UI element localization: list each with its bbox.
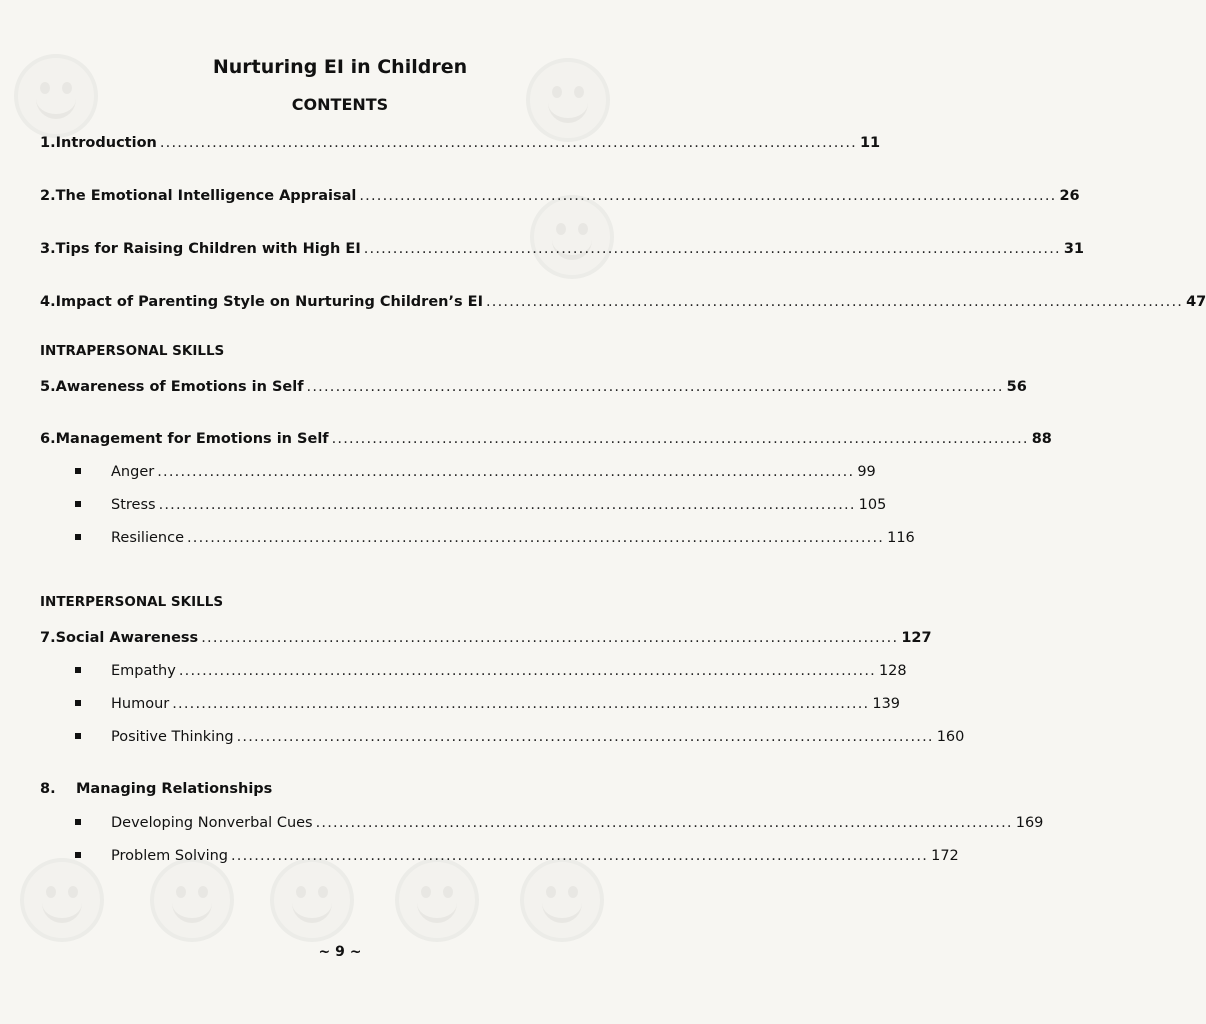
toc-subentry-page: 172 [931,848,959,864]
toc-entry-number: 5. [40,379,56,395]
toc-entry[interactable] [40,236,1085,258]
toc-entry-title: Awareness of Emotions in Self [55,379,304,395]
toc-entry[interactable] [40,289,1206,311]
toc-entry[interactable] [40,776,617,798]
toc-subentry-title: Resilience [111,530,184,546]
toc-entry[interactable] [40,183,1080,205]
toc-entry-title: Management for Emotions in Self [55,431,329,447]
toc-subentry-page: 105 [858,497,887,513]
toc-subentry[interactable] [111,810,1044,832]
smiley-watermark-icon [270,858,354,942]
toc-subentry-page: 128 [878,663,907,679]
dot-leader: ........................................................................................................................ [231,848,929,864]
toc-entry[interactable] [40,625,932,647]
toc-entry-page: 88 [1031,431,1052,447]
toc-subentry-title: Humour [111,696,170,712]
toc-subentry-page: 139 [872,696,901,712]
toc-entry-number: 2. [40,188,56,204]
toc-entry[interactable] [40,374,1027,396]
smiley-watermark-icon [395,858,479,942]
toc-subentry[interactable] [111,459,876,481]
contents-heading: CONTENTS [291,95,389,114]
dot-leader: ........................................................................................................................ [157,464,855,480]
bullet-icon [75,700,81,706]
bullet-icon [75,468,81,474]
toc-subentry-title: Stress [111,497,156,513]
toc-entry-title: Tips for Raising Children with High EI [55,241,361,257]
toc-subentry[interactable] [111,691,901,713]
dot-leader: ........................................................................................................................ [315,815,1013,831]
toc-subentry[interactable] [111,724,965,746]
dot-leader: ........................................................................................................................ [178,663,876,679]
toc-subentry-title: Empathy [111,663,176,679]
smiley-watermark-icon [150,858,234,942]
toc-entry-page: 11 [859,135,881,151]
bullet-icon [75,852,81,858]
smiley-watermark-icon [20,858,104,942]
dot-leader: ........................................................................................................................ [331,431,1029,447]
toc-entry-number: 3. [40,241,56,257]
toc-subentry-page: 169 [1015,815,1044,831]
toc-entry[interactable] [40,130,881,152]
toc-entry-title: Introduction [55,135,157,151]
toc-entry-number: 1. [40,135,56,151]
section-heading-intrapersonal: INTRAPERSONAL SKILLS [40,343,225,359]
toc-entry-title: Managing Relationships [76,781,273,797]
bullet-icon [75,667,81,673]
toc-subentry[interactable] [111,492,887,514]
toc-entry-title: Impact of Parenting Style on Nurturing Children’s EI [55,294,483,310]
toc-subentry-title: Problem Solving [111,848,228,864]
dot-leader: ........................................................................................................................ [172,696,870,712]
dot-leader: ........................................................................................................................ [359,188,1057,204]
toc-subentry[interactable] [111,525,915,547]
dot-leader: ........................................................................................................................ [306,379,1004,395]
toc-entry-page: 47 [1186,294,1206,310]
dot-leader: ........................................................................................................................ [159,135,857,151]
toc-subentry-page: 160 [936,729,965,745]
toc-entry-number: 6. [40,431,56,447]
toc-entry[interactable] [40,426,1052,448]
toc-entry-page: 56 [1006,379,1027,395]
dot-leader: ........................................................................................................................ [485,294,1184,310]
toc-subentry[interactable] [111,843,959,865]
bullet-icon [75,819,81,825]
toc-entry-title: Social Awareness [55,630,199,646]
page-title: Nurturing EI in Children [212,56,468,78]
dot-leader: ........................................................................................................................ [158,497,856,513]
page-number-footer: ~ 9 ~ [318,944,362,960]
section-heading-interpersonal: INTERPERSONAL SKILLS [40,594,224,610]
toc-subentry-page: 99 [857,464,876,480]
toc-subentry[interactable] [111,658,907,680]
dot-leader: ........................................................................................................................ [363,241,1061,257]
dot-leader: ........................................................................................................................ [201,630,899,646]
toc-entry-page: 26 [1059,188,1080,204]
toc-entry-number: 8. [40,781,56,797]
toc-entry-number: 4. [40,294,56,310]
bullet-icon [75,733,81,739]
dot-leader: ........................................................................................................................ [236,729,934,745]
bullet-icon [75,534,81,540]
toc-entry-title: The Emotional Intelligence Appraisal [55,188,357,204]
bullet-icon [75,501,81,507]
toc-subentry-title: Positive Thinking [111,729,234,745]
dot-leader: ........................................................................................................................ [187,530,885,546]
toc-entry-number: 7. [40,630,56,646]
toc-subentry-title: Anger [111,464,155,480]
toc-subentry-page: 116 [887,530,915,546]
toc-entry-page: 127 [901,630,932,646]
toc-subentry-title: Developing Nonverbal Cues [111,815,313,831]
smiley-watermark-icon [520,858,604,942]
toc-entry-page: 31 [1063,241,1085,257]
